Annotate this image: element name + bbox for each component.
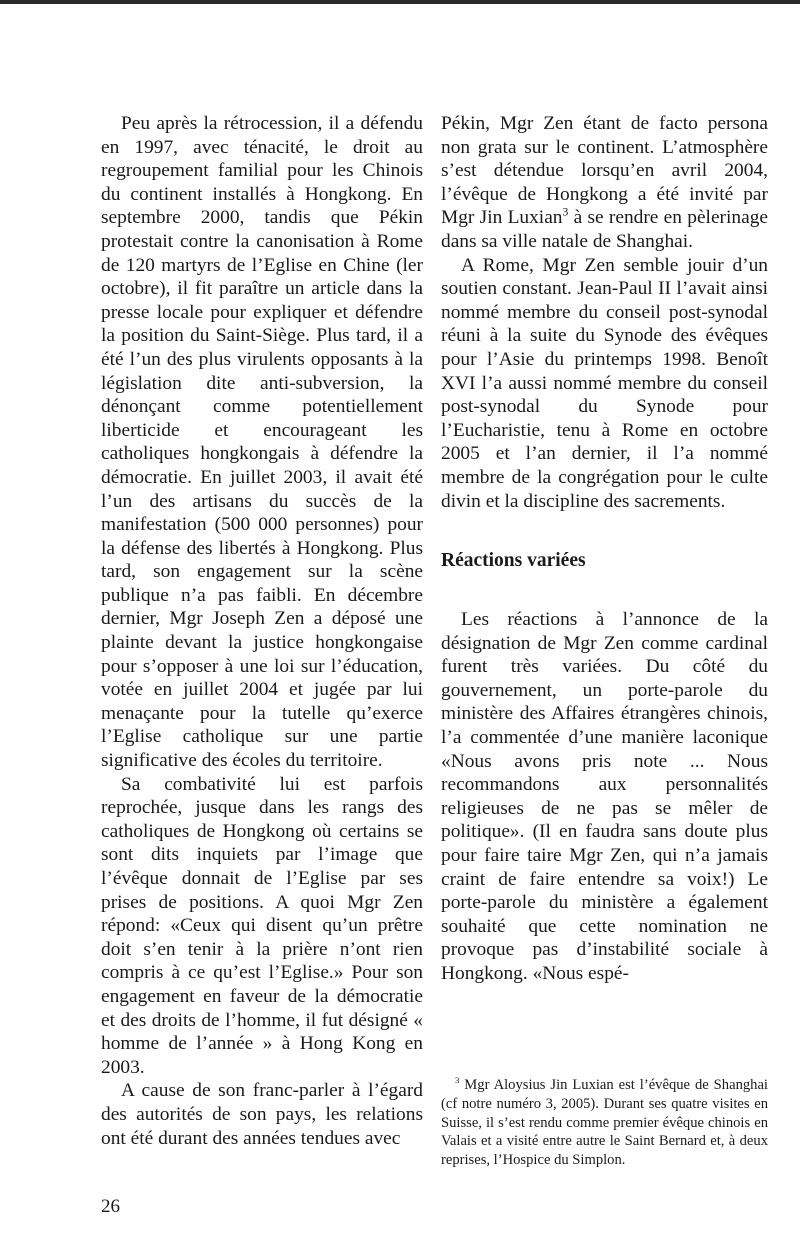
footnote-body: Mgr Aloysius Jin Luxian est l’évêque de Shanghai (cf notre numéro 3, 2005). Durant ses quatre visites en Suisse, il s’est rendu comme premier évêque chinois en Valais et a visité entre autre le Saint Bernard et, à deux reprises, l’Hospice du Simplon. bbox=[441, 1077, 768, 1169]
footnote-text bbox=[441, 1076, 768, 1170]
footnote bbox=[441, 1076, 768, 1170]
left-column bbox=[101, 112, 423, 1150]
paragraph-text: Pékin, Mgr Zen étant de facto persona non grata sur le continent. L’atmosphère s’est détendue lorsqu’en avril 2004, l’évêque de Hongkong a été invité par Mgr Jin Luxian bbox=[441, 113, 768, 229]
paragraph-text: à se rendre en pèlerinage dans sa ville natale de Shanghai. bbox=[441, 207, 768, 252]
top-rule bbox=[0, 0, 800, 4]
body-paragraph: A Rome, Mgr Zen semble jouir d’un soutien constant. Jean-Paul II l’avait ainsi nommé membre du conseil post-synodal réuni à la suite du Synode des évêques pour l’Asie du printemps 1998. Benoît XVI l’a aussi nommé membre du conseil post-synodal du Synode pour l’Eucharistie, tenu à Rome en octobre 2005 et l’an dernier, il l’a nommé membre de la congrégation pour le culte divin et la discipline des sacrements. bbox=[441, 254, 768, 512]
page-number: 26 bbox=[101, 1196, 120, 1217]
right-column bbox=[441, 112, 768, 986]
body-paragraph: Les réactions à l’annonce de la désignation de Mgr Zen comme cardinal furent très variées. Du côté du gouvernement, un porte-parole du ministère des Affaires étrangères chinois, l’a commentée d’une manière laconique «Nous avons pris note ... Nous recommandons aux personnalités religieuses de ne pas se mêler de politique». (Il en faudra sans doute plus pour faire taire Mgr Zen, qui n’a jamais craint de faire entendre sa voix!) Le porte-parole du ministère a également souhaité que cette nomination ne provoque pas d’instabilité sociale à Hongkong. «Nous espé- bbox=[441, 609, 768, 984]
body-paragraph: Sa combativité lui est parfois reprochée, jusque dans les rangs des catholiques de Hongkong où certains se sont dits inquiets par l’image que l’évêque donnait de l’Eglise par ses prises de positions. A quoi Mgr Zen répond: «Ceux qui disent qu’un prêtre doit s’en tenir à la prière n’ont rien compris à ce qu’est l’Eglise.» Pour son engagement en faveur de la démocratie et des droits de l’homme, il fut désigné « homme de l’année » à Hong Kong en 2003. bbox=[101, 773, 423, 1078]
footnote-reference: 3 bbox=[562, 205, 569, 219]
body-paragraph: A cause de son franc-parler à l’égard des autorités de son pays, les relations ont été durant des années tendues avec bbox=[101, 1080, 423, 1149]
body-paragraph: Peu après la rétrocession, il a défendu en 1997, avec ténacité, le droit au regroupement familial pour les Chinois du continent installés à Hongkong. En septembre 2000, tandis que Pékin protestait contre la canonisation à Rome de 120 martyrs de l’Eglise en Chine (ler octobre), il fit paraître un article dans la presse locale pour expliquer et défendre la position du Saint-Siège. Plus tard, il a été l’un des plus virulents opposants à la législation dite anti-subversion, la dénonçant comme potentiellement liberticide et encourageant les catholiques hongkongais à défendre la démocratie. En juillet 2003, il avait été l’un des artisans du succès de la manifestation (500 000 personnes) pour la défense des libertés à Hongkong. Plus tard, son engagement sur la scène publique n’a pas faibli. En décembre dernier, Mgr Joseph Zen a déposé une plainte devant la justice hongkongaise pour s’opposer à une loi sur l’éducation, votée en juillet 2004 et jugée par lui menaçante pour la tutelle qu’exerce l’Eglise catholique sur une partie significative des écoles du territoire. bbox=[101, 113, 423, 772]
body-paragraph bbox=[441, 112, 768, 254]
footnote-marker: 3 bbox=[455, 1075, 460, 1086]
section-heading: Réactions variées bbox=[441, 550, 586, 572]
